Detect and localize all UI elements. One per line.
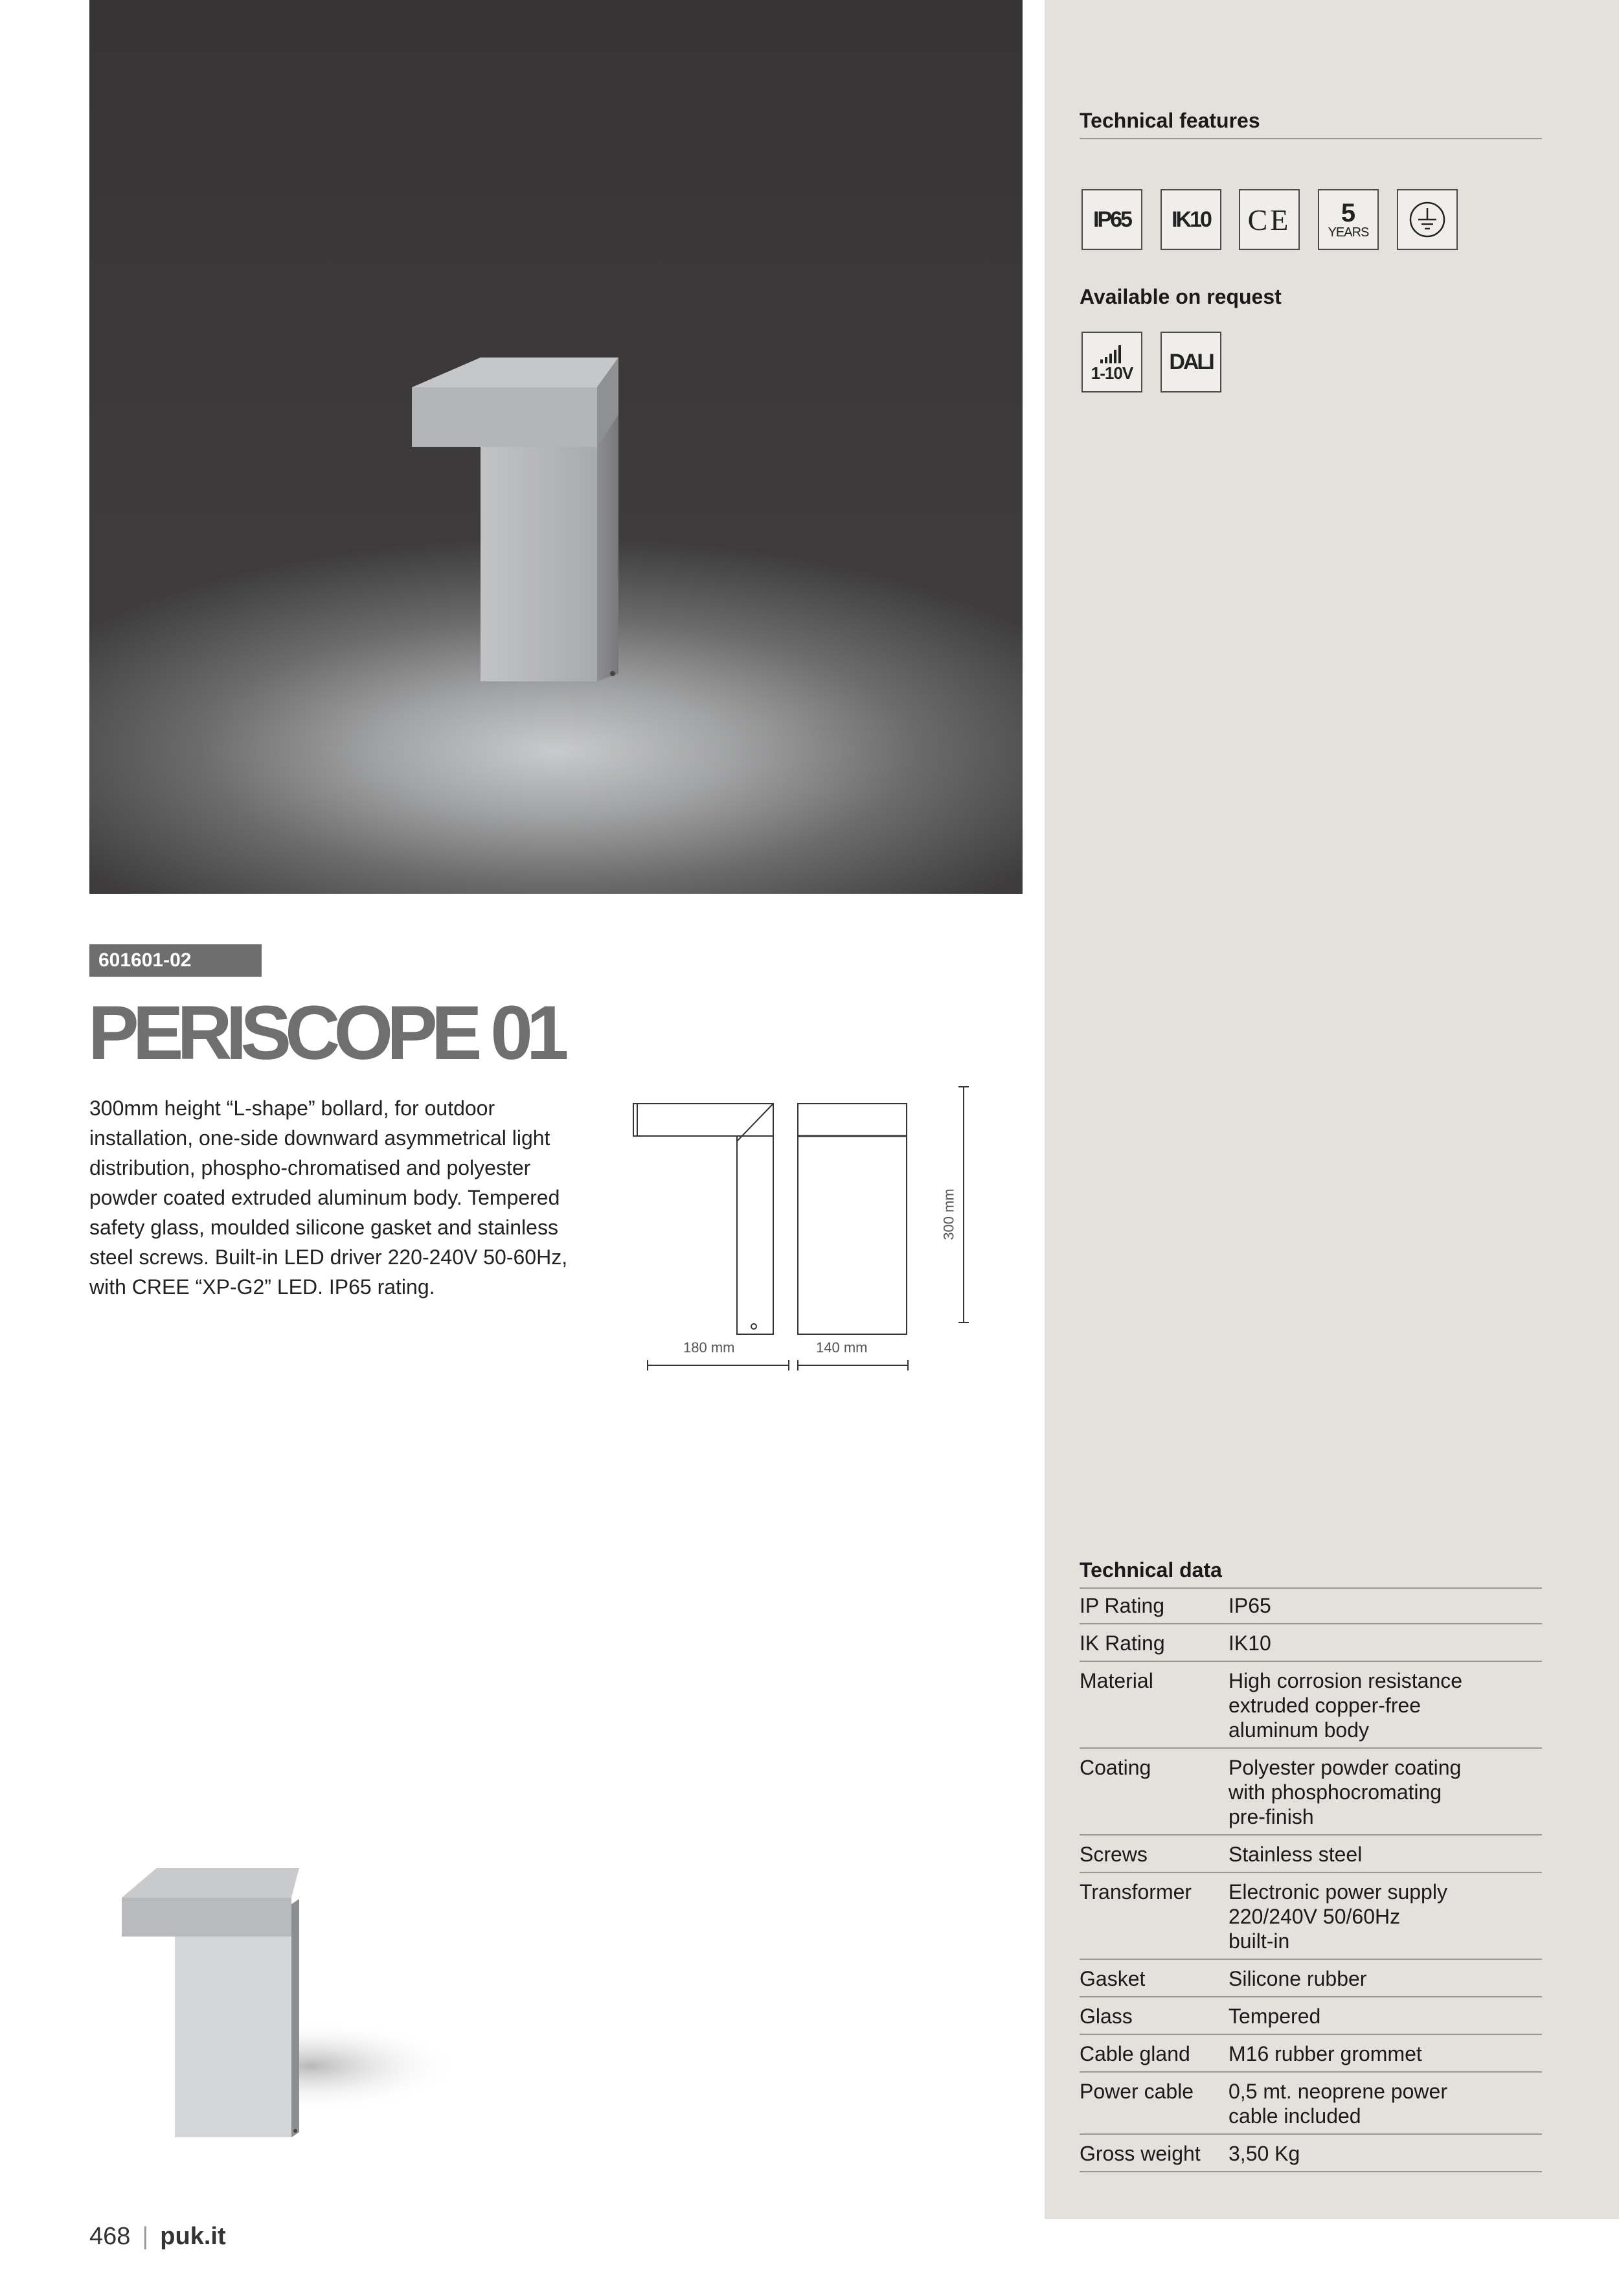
table-row [1080,1997,1542,2035]
page-footer [89,2223,226,2251]
footer-separator: | [142,2223,149,2250]
site-link[interactable]: puk.it [160,2223,226,2250]
ip65-icon-label: IP65 [1093,207,1131,232]
row-value: IK10 [1228,1631,1271,1655]
row-label: Material [1080,1669,1153,1692]
dimmer-1-10v-icon [1081,332,1142,392]
dali-icon-label: DALI [1169,349,1213,374]
signal-bars-icon [1099,343,1125,365]
dimmer-1-10v-label: 1-10V [1091,363,1133,383]
width-dimension-label: 180 mm [683,1339,735,1356]
earth-ground-symbol [1408,200,1447,239]
available-on-request-heading: Available on request [1080,285,1282,308]
ce-mark-label: CE [1247,203,1291,236]
product-code-badge: 601601-02 [89,944,262,977]
technical-data-table [1080,1587,1542,2172]
dali-icon [1160,332,1221,392]
row-label: Screws [1080,1843,1148,1866]
technical-data-heading: Technical data [1080,1558,1542,1589]
row-value: 3,50 Kg [1228,2142,1300,2165]
ik10-icon [1160,189,1221,250]
earth-ground-icon [1397,189,1458,250]
row-value: IP65 [1228,1594,1271,1617]
table-row [1080,1836,1542,1873]
row-label: Gross weight [1080,2142,1201,2165]
ce-mark-icon [1239,189,1300,250]
ip65-icon [1081,189,1142,250]
hero-product-photo [89,0,1023,894]
ik10-icon-label: IK10 [1172,207,1210,232]
row-label: IK Rating [1080,1631,1165,1655]
row-value: Silicone rubber [1228,1967,1367,1990]
table-row [1080,2073,1542,2135]
row-value: 0,5 mt. neoprene power cable included [1228,2080,1447,2128]
table-row [1080,1624,1542,1662]
row-label: Transformer [1080,1880,1192,1904]
product-title: PERISCOPE 01 [88,990,563,1076]
row-label: Power cable [1080,2080,1194,2103]
warranty-years-number: 5 [1341,199,1356,227]
table-row [1080,2035,1542,2073]
depth-dimension-label: 140 mm [816,1339,868,1356]
table-row [1080,1749,1542,1836]
row-value: Stainless steel [1228,1843,1363,1866]
row-value: Electronic power supply 220/240V 50/60Hz built-in [1228,1880,1447,1953]
bottom-product-photo [97,1852,460,2144]
table-row [1080,1662,1542,1749]
row-label: Gasket [1080,1967,1146,1990]
table-row [1080,2135,1542,2172]
warranty-icon [1318,189,1379,250]
product-description: 300mm height “L-shape” bollard, for outdoor installation, one-side downward asymmetrical light distribution, phospho-chromatised and polyester powder coated extruded aluminum body. Tempered safety glass, moulded silicone gasket and stainless steel screws. Built-in LED driver 220-240V 50-60Hz, with CREE “XP-G2” LED. IP65 rating. [89,1097,568,1299]
row-value: M16 rubber grommet [1228,2042,1422,2065]
row-value: Tempered [1228,2005,1321,2028]
page-number: 468 [89,2223,131,2250]
row-label: Glass [1080,2005,1133,2028]
table-row [1080,1587,1542,1624]
table-row [1080,1960,1542,1997]
row-value: Polyester powder coating with phosphocromating pre-finish [1228,1756,1462,1828]
table-row [1080,1873,1542,1960]
row-value: High corrosion resistance extruded copper-free aluminum body [1228,1669,1463,1742]
row-label: IP Rating [1080,1594,1165,1617]
height-dimension-label: 300 mm [940,1188,957,1240]
warranty-years-label: YEARS [1328,225,1369,240]
row-label: Cable gland [1080,2042,1190,2065]
row-label: Coating [1080,1756,1151,1779]
technical-features-heading: Technical features [1080,109,1542,139]
